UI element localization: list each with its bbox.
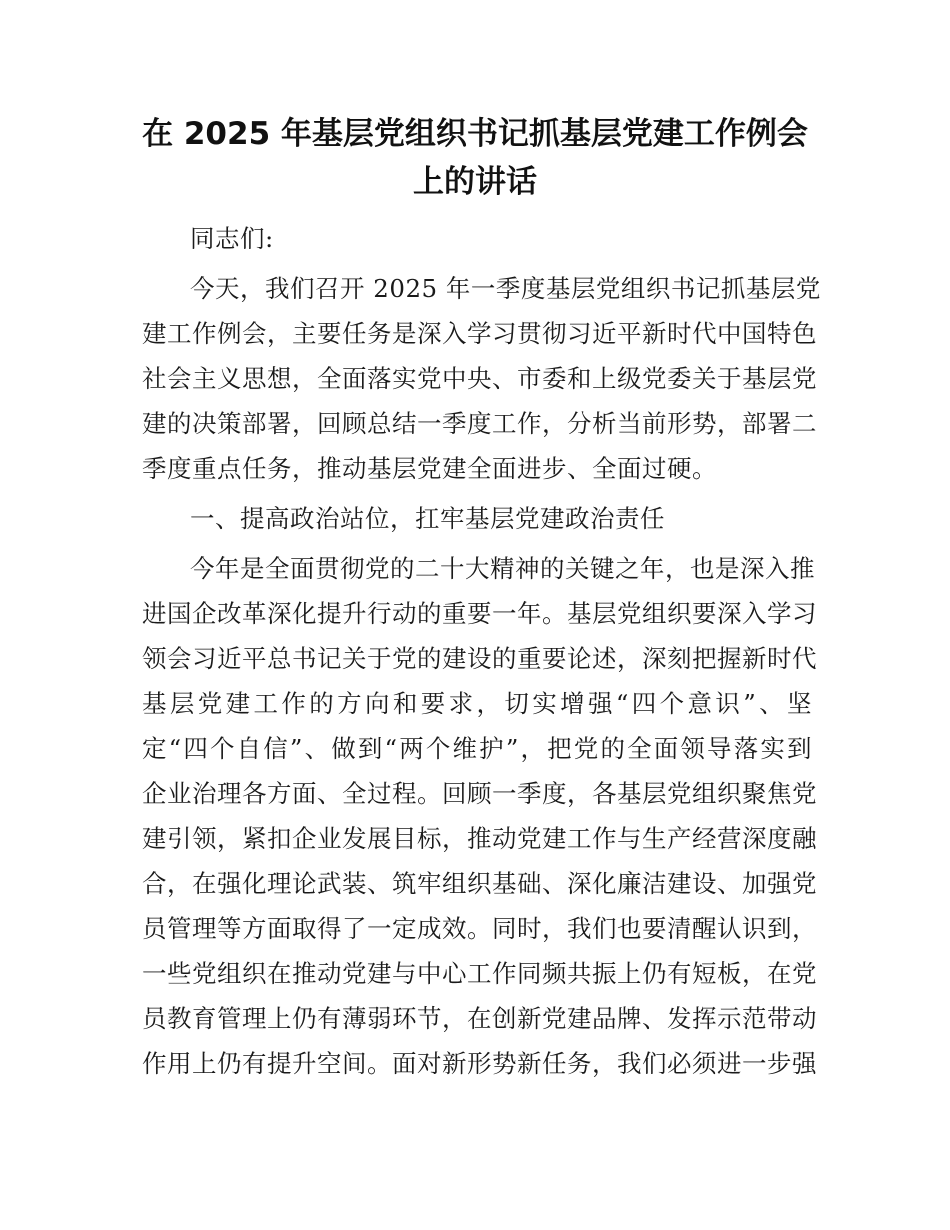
body-line: 季度重点任务，推动基层党建全面进步、全面过硬。: [142, 454, 717, 483]
body-line: 员教育管理上仍有薄弱环节，在创新党建品牌、发挥示范带动: [142, 1004, 817, 1033]
body-line: 员管理等方面取得了一定成效。同时，我们也要清醒认识到，: [142, 914, 817, 943]
body-line: 基层党建工作的方向和要求，切实增强“四个意识”、坚: [142, 689, 812, 718]
title-line-2: 上的讲话: [413, 164, 537, 200]
body-line: 一些党组织在推动党建与中心工作同频共振上仍有短板，在党: [142, 959, 817, 988]
salutation: 同志们:: [190, 224, 274, 253]
body-line: 作用上仍有提升空间。面对新形势新任务，我们必须进一步强: [142, 1049, 817, 1078]
body-line: 建的决策部署，回顾总结一季度工作，分析当前形势，部署二: [142, 409, 817, 438]
body-line: 企业治理各方面、全过程。回顾一季度，各基层党组织聚焦党: [142, 779, 817, 808]
body-line: 进国企改革深化提升行动的重要一年。基层党组织要深入学习: [142, 599, 817, 628]
title-line-1: 在 2025 年基层党组织书记抓基层党建工作例会: [142, 116, 808, 152]
body-line: 社会主义思想，全面落实党中央、市委和上级党委关于基层党: [142, 364, 817, 393]
body-line: 建引领，紧扣企业发展目标，推动党建工作与生产经营深度融: [142, 824, 817, 853]
body-line: 今天，我们召开 2025 年一季度基层党组织书记抓基层党: [190, 274, 821, 303]
body-line: 定“四个自信”、做到“两个维护”，把党的全面领导落实到: [142, 734, 812, 763]
section-heading: 一、提高政治站位，扛牢基层党建政治责任: [190, 504, 665, 533]
body-line: 合，在强化理论武装、筑牢组织基础、深化廉洁建设、加强党: [142, 869, 817, 898]
body-line: 今年是全面贯彻党的二十大精神的关键之年，也是深入推: [190, 554, 815, 583]
document-title: [140, 110, 810, 206]
body-line: 领会习近平总书记关于党的建设的重要论述，深刻把握新时代: [142, 644, 817, 673]
body-line: 建工作例会，主要任务是深入学习贯彻习近平新时代中国特色: [142, 319, 817, 348]
